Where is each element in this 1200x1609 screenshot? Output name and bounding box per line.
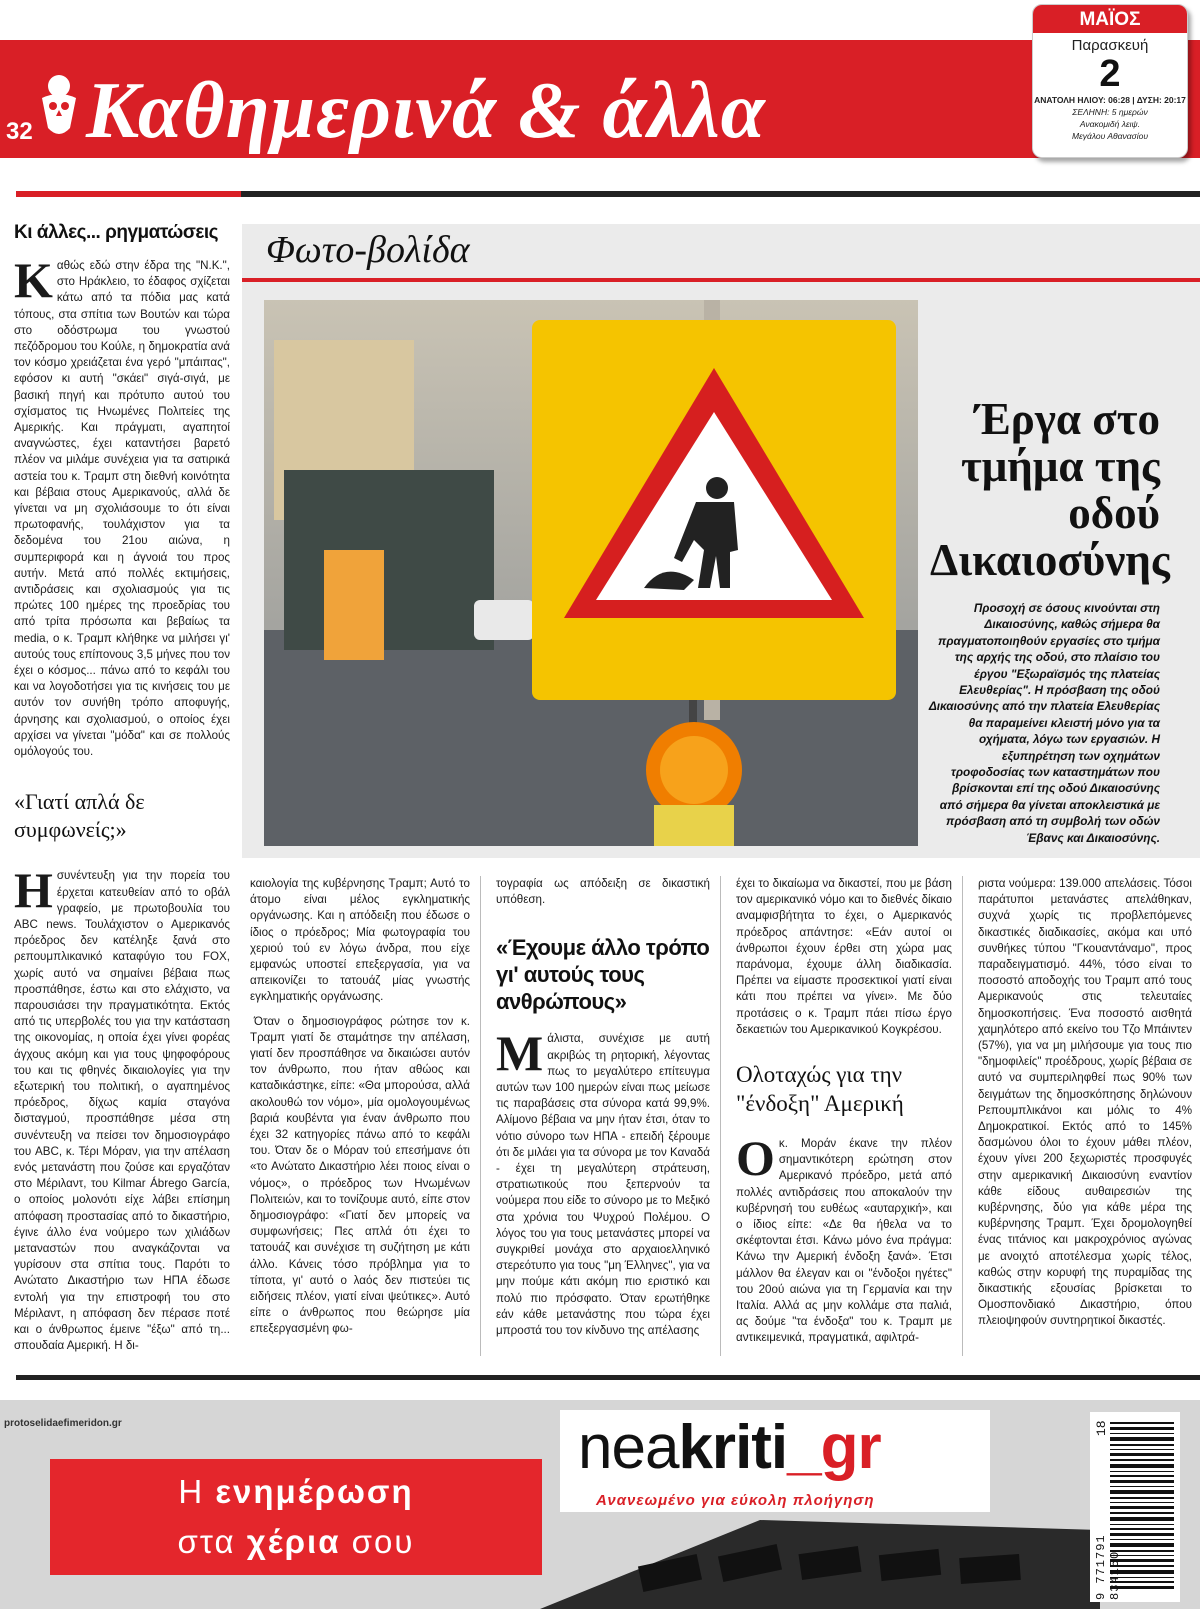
drop-cap: Η [14, 862, 53, 919]
article-paragraph [496, 1025, 710, 1339]
ad-line-1 [50, 1467, 542, 1517]
article-paragraph [14, 252, 230, 760]
ad-tagline: Ανανεωμένο για εύκολη πλοήγηση [596, 1492, 875, 1509]
article-subheading: «Έχουμε άλλο τρόπο γι' αυτούς τους ανθρώπους» [496, 935, 710, 1015]
photo-headline: Έργα στο τμήμα της οδού Δικαιοσύνης [930, 394, 1170, 585]
column-heading: Κι άλλες... ρηγματώσεις [14, 222, 219, 243]
article-paragraph: τογραφία ως απόδειξη σε δικαστική υπόθεση. [496, 877, 710, 907]
paragraph-text: άλιστα, συνέχισε με αυτή ακριβώς τη ρητορική, λέγοντας πως το μεγαλύτερο επίτευγμα αυτών των 100 ημερών είναι πως μείωσε τις παραβάσεις στα σύνορα κατά 99,9%. Αλίμονο βέβαια να μην ήταν έτσι, όταν το νότιο σύνορο των ΗΠΑ - επειδή ξέρουμε ότι δε μιλάει για τα σύνορα με τον Καναδά - έχει τη μεγαλύτερη στράτευση, στρατιωτικούς που ξεπερνούν τα νούμερα που είδε το σύνορο με το Μεξικό στα χρόνια του Ψυχρού Πολέμου. Ο λόγος του για τους μετανάστες μπορεί να συγκριθεί μονάχα στο αρχαιοελληνικό στερεότυπο για τους "μη Έλληνες", για να μην πούμε κάτι ακόμη πιο εριστικό και πολύ πιο πρόσφατο. Όταν ερωτήθηκε εάν κάθε μετανάστης που τώρα έχει μπροστά του τον κίνδυνο της απέλασης [496, 1032, 710, 1338]
owl-logo-icon [36, 72, 82, 142]
ad-text: χέρια [246, 1523, 341, 1560]
calendar-widget [1032, 4, 1188, 158]
calendar-sun-times: ΑΝΑΤΟΛΗ ΗΛΙΟΥ: 06:28 | ΔΥΣΗ: 20:17 [1034, 95, 1186, 105]
drop-cap: Ο [736, 1130, 775, 1187]
opinion-column [14, 222, 230, 1354]
divider [16, 1375, 1200, 1380]
calendar-month: ΜΑΪΟΣ [1033, 5, 1187, 33]
divider [16, 191, 241, 197]
article-column-2 [250, 876, 470, 1338]
calendar-weekday: Παρασκευή [1071, 37, 1149, 54]
article-paragraph: έχει το δικαίωμα να δικαστεί, που με βάση τον αμερικανικό νόμο και το διεθνές δίκαιο αναμφισβήτητα το έχει, ο Αμερικανός πρόεδρος απάντησε: «Εάν αυτοί οι άνθρωποι έχουν έρθει στη χώρα μας παράνομα, έχουμε άλλη διαδικασία. Πρέπει να είμαστε προσεκτικοί γιατί είναι κάτι που πρέπει να γίνει». Με δύο προτάσεις ο κ. Τραμπ πάει πίσω έργο δεκαετιών του Αμερικανικού Κογκρέσου. [736, 877, 952, 1036]
ad-line-2 [50, 1517, 542, 1567]
column-subheading: «Γιατί απλά δε συμφωνείς;» [14, 789, 145, 843]
drop-cap: Μ [496, 1025, 544, 1082]
ad-text: ενημέρωση [215, 1473, 414, 1510]
calendar-saint: Μεγάλου Αθανασίου [1071, 131, 1149, 141]
ad-text: σου [340, 1523, 415, 1560]
article-column-3 [496, 876, 710, 1339]
roadworks-sign-image [264, 300, 918, 846]
section-title: Καθημερινά & άλλα [86, 67, 766, 155]
divider [242, 278, 1200, 282]
paragraph-text: συνέντευξη για την πορεία του έρχεται κατευθείαν από το οβάλ γραφείο, με πρωτοβουλία του ABC news. Τουλάχιστον ο Αμερικανός πρόεδρος δεν κατέληξε ξανά στο ρεπουμπλικανικό καταφύγιο του FOX, χωρίς αυτό να σημαίνει βέβαια πως προσπάθησε, έστω και στο ελάχιστο, να παρουσιάσει την πραγματικότητα. Εκτός από τις υπερβολές του για την κατάσταση της οικονομίας, η οποία έχει γίνει φορέας άγχους ακόμη και για τους ψηφοφόρους του και τις φθηνές δικαιολογίες για την εξωτερική του πολιτική, ο αγαπημένος πρόεδρος, δίχως καμία σταγόνα δισταγμού, προσπάθησε μέσα στη συνέντευξη να πείσει τον δημοσιογράφο του ABC, κ. Τέρι Μόραν, για την απέλαση ενός μετανάστη που ζούσε και εργαζόταν στο Μέριλαντ, του Kilmar Ábrego García, ο οποίος μολονότι είχε λάβει επίσημη απόφαση προστασίας από το δικαστήριο, έγινε άλλο ένα νούμερο των χιλιάδων μεταναστών που αναγκάζονται να γυρίσουν στα σπίτια τους. Παρότι το Ανώτατο Δικαστήριο των ΗΠΑ έδωσε εντολή για την επιστροφή του στο Μέριλαντ, η απόφαση δεν πέρασε ποτέ και ο άνθρωπος έμεινε "έξω" από τη... σπουδαία Αμερική. Η δι- [14, 869, 230, 1353]
article-column-5 [978, 876, 1192, 1330]
article-paragraph: ριστα νούμερα: 139.000 απελάσεις. Τόσοι παράτυποι μετανάστες απελάθηκαν, συχνά χωρίς τις προβλεπόμενες δικαστικές διαδικασίες, ακόμα και υπό συνθήκες τύπου "Γκουαντάναμο", προς παραδειγματισμό. 44%, τόσο είναι το ποσοστό αποδοχής του Τραμπ από τους Αμερικανούς στις τελευταίες δημοσκοπήσεις. Ένα ποσοστό αισθητά χαμηλότερο από εκείνο του Τζο Μπάιντεν (57%), για να μη μιλήσουμε για τους πιο "δημοφιλείς" προέδρους, χωρίς βέβαια σε αυτό να συμπεριληφθεί πως 90% των δειγμάτων της δημοσκόπησης δηλώνουν Ρεπουμπλικάνοι και μόλις το 4% Δημοκρατικοί. Εκτός από το 145% δασμώνου όλοι το έχουν μάθει πλέον, έχουν γίνει 200 ξεχωριστές προσφυγές στην αμερικανική Δικαιοσύνη εναντίον κάθε είδους αυθαιρεσιών της κυβέρνησης, δύο για κάθε μέρα της κυβέρνησης Τραμπ. Έχει δρομολογηθεί ένας τιτάνιος και μακροχρόνιος αγώνας με ανοιχτό αποτέλεσμα χωρίς τέλος, καθώς στην κορυφή της πυραμίδας της δικαστικής εξουσίας βρίσκεται το Ομοσπονδιακό Δικαστήριο, όπου πλειοψηφούν συντηρητικοί δικαστές. [978, 877, 1192, 1328]
neakriti-logo[interactable] [578, 1412, 881, 1483]
column-divider [962, 876, 963, 1356]
calendar-moon: ΣΕΛΗΝΗ: 5 ημερών [1072, 107, 1148, 117]
drop-cap: Κ [14, 252, 53, 308]
logo-text: _gr [787, 1413, 881, 1482]
ad-text: στα [177, 1523, 247, 1560]
calendar-saint: Ανακομιδή λειψ. [1079, 119, 1141, 129]
paragraph-text: κ. Μοράν έκανε την πλέον σημαντικότερη ερώτηση στον Αμερικανό πρόεδρο, μετά από πολλές αντιδράσεις που αποκαλούν την κυβέρνησή του ευθέως «αυταρχική», και ο ίδιος είπε: «Δε θα ήθελα να το σκέφτονται έτσι. Κάνω μόνο ένα πράγμα: Κάνω την Αμερική ένδοξη ξανά». Έτσι μάλλον θα έλεγαν και οι "ένδοξοι ηγέτες" του 20ού αιώνα για τη Γερμανία και την Ιταλία. Αλλά ας μην κολλάμε στα παλιά, ας δούμε "τα ένδοξα" του κ. Τραμπ με αντικειμενικά, πραγματικά, αφιλτρά- [736, 1137, 952, 1345]
article-subheading: Ολοταχώς για την "ένδοξη" Αμερική [736, 1062, 904, 1117]
article-paragraph [736, 1130, 952, 1347]
paragraph-text: αθώς εδώ στην έδρα της "Ν.Κ.", στο Ηράκλειο, το έδαφος σχίζεται κάτω από τα πόδια μας κατά τόπους, στα σπίτια των Βουτών και τώρα στο οδόστρωμα του γνωστού πεζόδρομου του Κούλε, η δημοκρατία ανά τον κόσμο χρειάζεται ένα γερό "μπάιπας", εφόσον κι αυτή "σκάει" σιγά-σιγά, με βασική πηγή και πρότυπο αυτού του σχίσματος τις Ηνωμένες Πολιτείες της Αμερικής. Και πράγματι, αγαπητοί αναγνώστες, έχει καταντήσει βαρετό πλέον να μιλάμε συνέχεια για τα σατιρικά αστεία του κ. Τραμπ στη διεθνή κοινότητα και βέβαια στους Αμερικανούς, αλλά δε γίνεται να μη σχολιάσουμε το ότι είναι πρωτοφανής, τουλάχιστον για τα δεδομένα του 21ου αιώνα, η συμπεριφορά και η άγνοιά του προς αυτήν. Μετά από πολλές εκτιμήσεις, αντιδράσεις και σχολιασμούς για τις πρώτες 100 ημέρες της προεδρίας του από τρίτα πρόσωπα και βεβαίως τα media, ο κ. Τραμπ κλήθηκε να μιλήσει γι' αυτούς τους επίπονους 3,5 μήνες που τον έχει ο κόσμος... πάνω από το κεφάλι του και να λογοδοτήσει για τις κινήσεις του με αυτόν τον συνήθη τρόπο αποφυγής, άρνησης και σχολιασμού, ο οποίος έχει αρχίσει να γίνεται "μόδα" και σε πολλούς ομόλογούς του. [14, 259, 230, 759]
column-divider [480, 876, 481, 1356]
photo-section-label: Φωτο-βολίδα [266, 229, 470, 271]
ad-slogan-box[interactable] [50, 1459, 542, 1575]
calendar-day: 2 [1099, 53, 1121, 95]
article-paragraph: Όταν ο δημοσιογράφος ρώτησε τον κ. Τραμπ γιατί δε σταμάτησε την απέλαση, γιατί δεν προσπάθησε να δικαιώσει αυτόν τον άνθρωπο, που ήταν αθώος και καταδικάστηκε, είπε: «Θα μπορούσα, αλλά ακολουθώ τον νόμο», μία ομολογουμένως βαριά κουβέντα για έναν άνθρωπο που έχει 32 κατηγορίες πάνω από το κεφάλι του. Όταν δε ο Μόραν τού επεσήμανε ότι «το Ανώτατο Δικαστήριο λέει ποιος είναι ο νόμος», ο πρόεδρος των Ηνωμένων Πολιτειών, και το τονίζουμε αυτό, είπε στον δημοσιογράφο: «Γιατί δεν μπορείς να συμφωνήσεις; Πες απλά ότι έχει το τατουάζ και συνέχισε τη συζήτηση με κάτι άλλο. Κάνεις τόσο πρόβλημα για το τίποτα, γι' αυτό ο λαός δεν πιστεύει τις ειδήσεις πλέον, γιατί είναι ψεύτικες». Αυτό είπε ο άνθρωπος που θεώρησε μία επεξεργασμένη φω- [250, 1014, 470, 1336]
article-column-4 [736, 876, 952, 1347]
ad-source-label: protoselidaefimeridon.gr [4, 1418, 122, 1429]
photo-caption: Προσοχή σε όσους κινούνται στη Δικαιοσύνης, καθώς σήμερα θα πραγματοποιηθούν εργασίες στο τμήμα της αρχής της οδού, στο πλαίσιο του έργου "Εξωραϊσμός της πλατείας Ελευθερίας". Η πρόσβαση της οδού Δικαιοσύνης από την πλατεία Ελευθερίας θα παραμείνει κλειστή μόνο για τα οχήματα, λόγω των εργασιών. Η εξυπηρέτηση των οχημάτων τροφοδοσίας των καταστημάτων που βρίσκονται επί της οδού Δικαιοσύνης από σήμερα θα γίνεται αποκλειστικά με πρόσβαση από τη συμβολή των οδών Έβανς και Δικαιοσύνης. [928, 601, 1160, 845]
barcode-number: 9 771791 834150 [1094, 1534, 1122, 1600]
ad-text: Η [178, 1473, 216, 1510]
page-number: 32 [6, 118, 33, 145]
logo-text: kriti [678, 1413, 788, 1482]
article-paragraph: καιολογία της κυβέρνησης Τραμπ; Αυτό το άτομο είναι μέλος εγκληματικής οργάνωσης. Και η απόδειξη που έδωσε ο ίδιος ο πρόεδρος; Μία φωτογραφία του χεριού τού εν λόγω άνδρα, που είχε εμφανώς υποστεί επεξεργασία, για να απεικονίζει το τατουάζ μίας γνωστής εγκληματικής οργάνωσης. [250, 877, 470, 1004]
logo-text: nea [578, 1413, 679, 1482]
roadworks-photo [264, 300, 918, 846]
article-paragraph [14, 862, 230, 1354]
issue-number: 18 [1094, 1420, 1109, 1436]
column-divider [720, 876, 721, 1356]
